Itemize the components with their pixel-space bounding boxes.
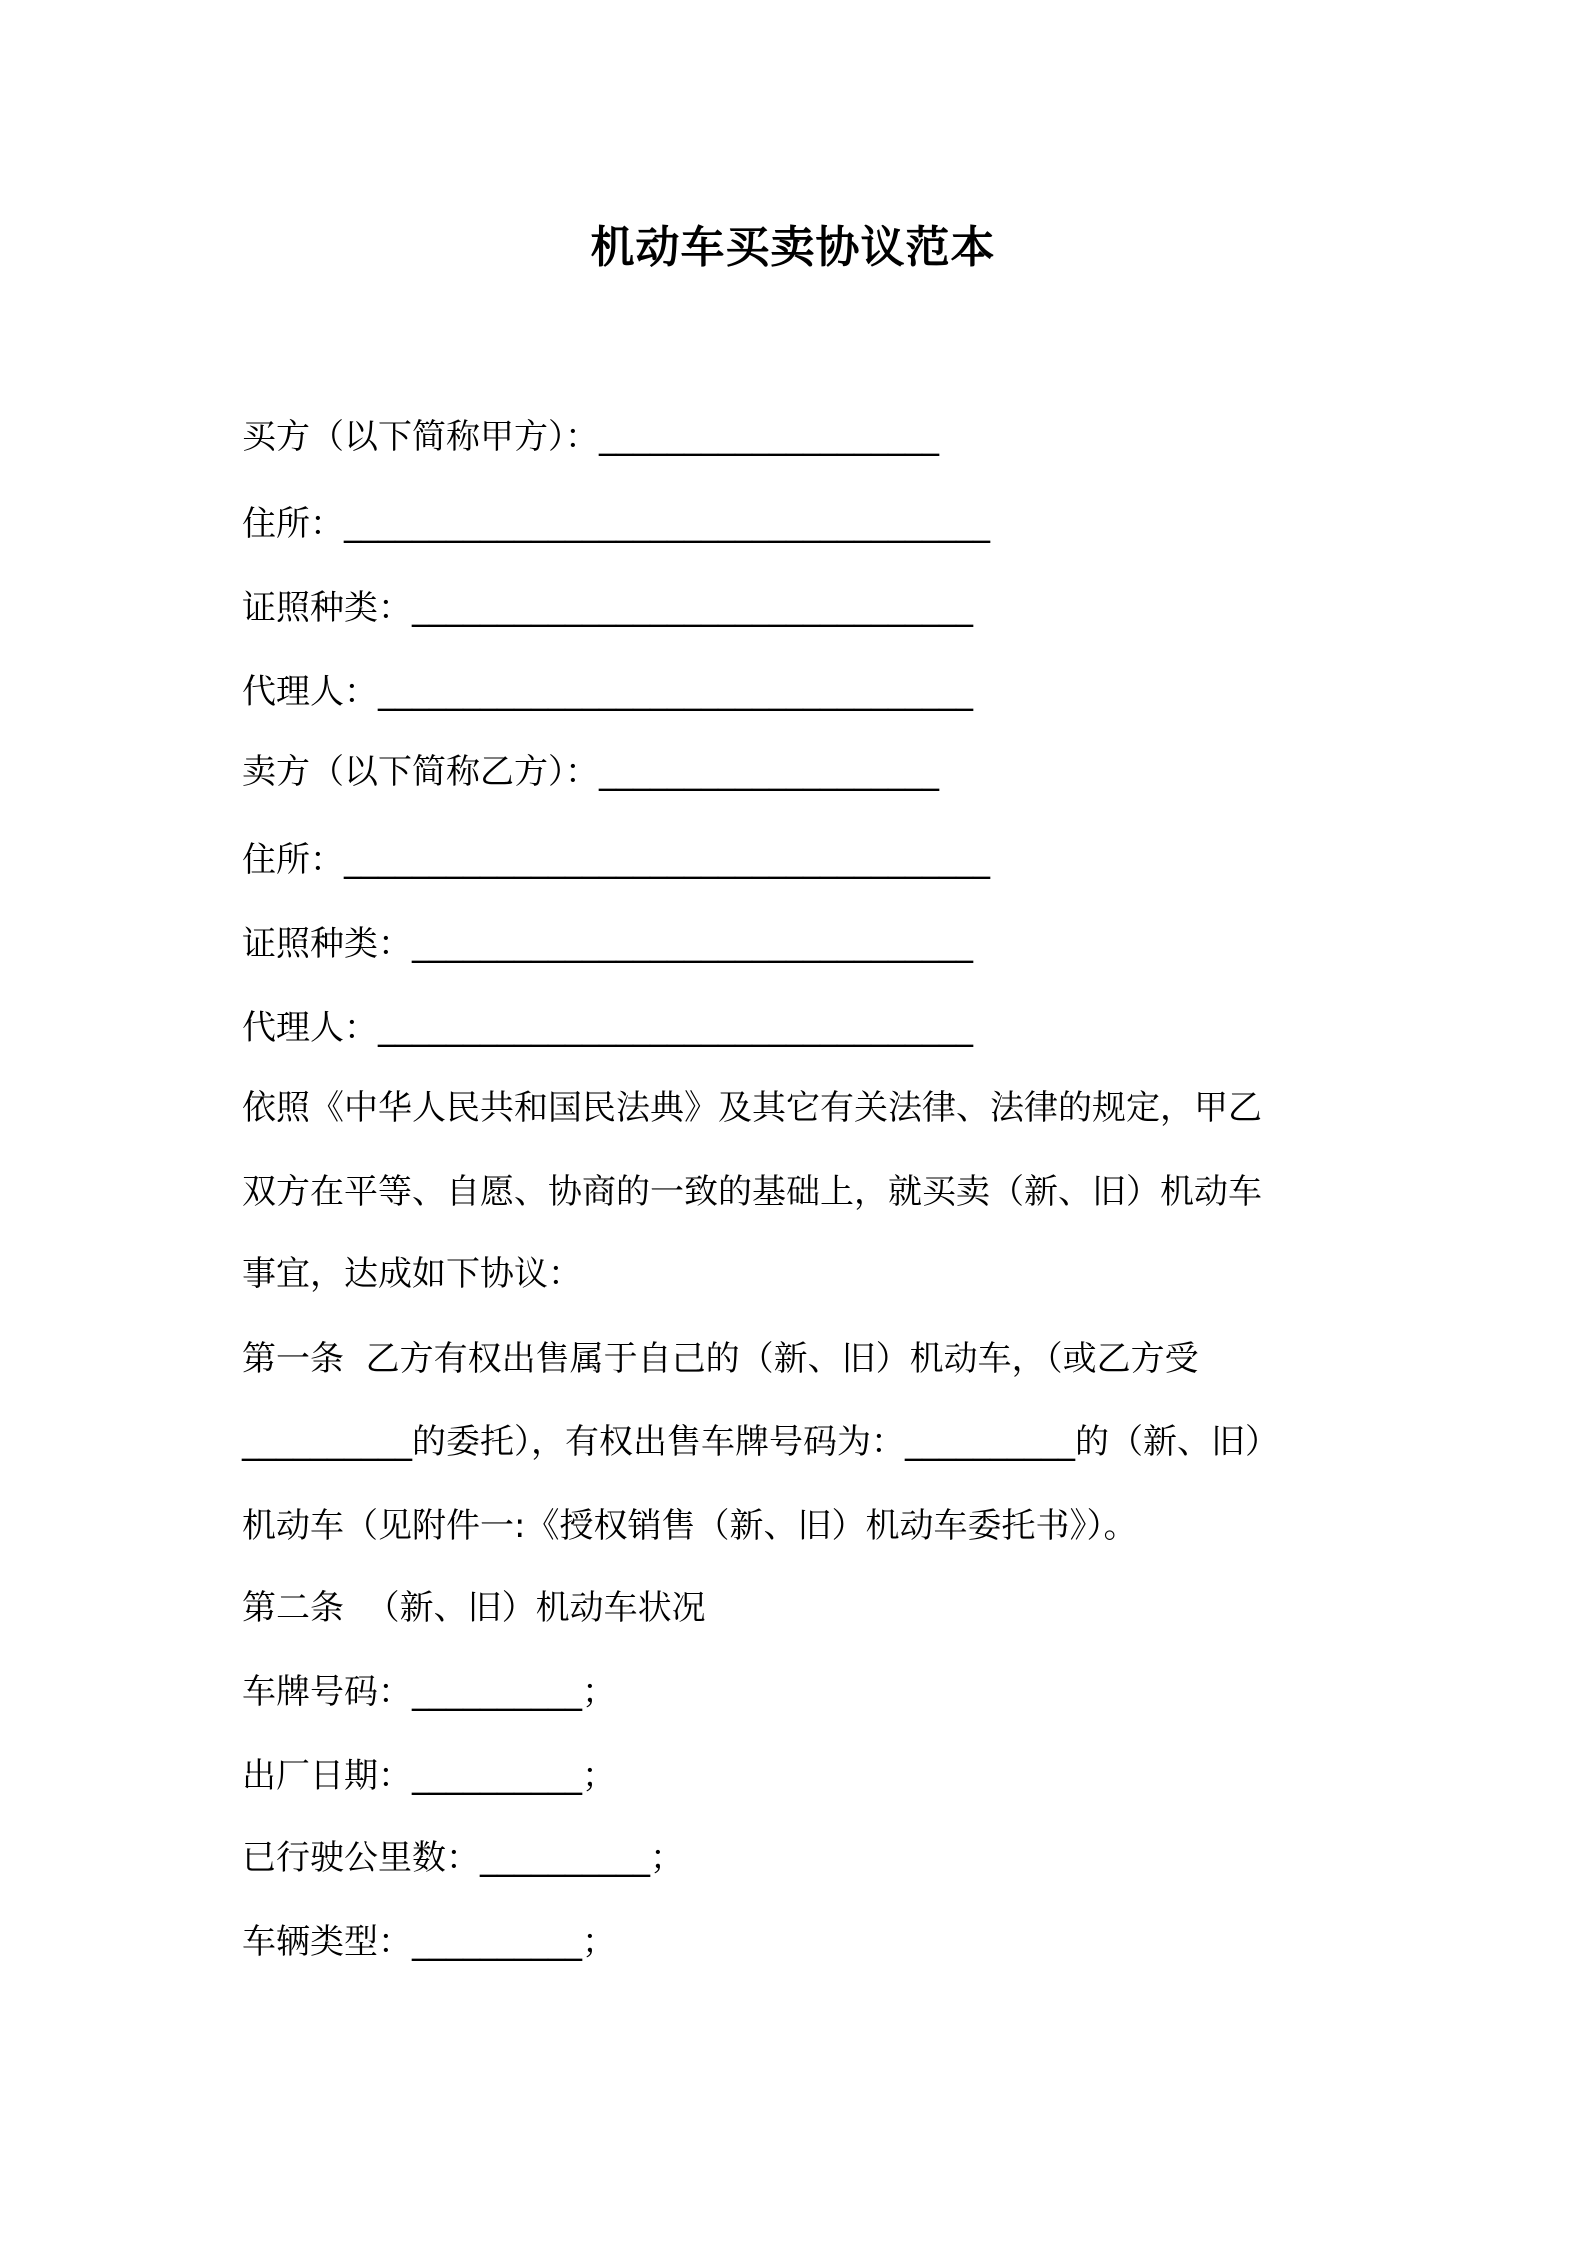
buyer-address-line: 住所：______________________________________ — [242, 504, 990, 544]
preamble-line-1: 依照《中华人民共和国民法典》及其它有关法律、法律的规定，甲乙 — [242, 1088, 1262, 1128]
article-one-line-2: __________的委托），有权出售车牌号码为：__________的（新、旧） — [242, 1422, 1279, 1462]
seller-address-line: 住所：______________________________________ — [242, 840, 990, 880]
mileage-line: 已行驶公里数：__________； — [242, 1838, 684, 1878]
buyer-license-type-line: 证照种类：_________________________________ — [242, 588, 973, 628]
manufacture-date-line: 出厂日期：__________； — [242, 1756, 616, 1796]
article-one-line-1: 第一条 乙方有权出售属于自己的（新、旧）机动车，（或乙方受 — [242, 1339, 1199, 1379]
buyer-agent-line: 代理人：___________________________________ — [242, 672, 973, 712]
seller-license-type-line: 证照种类：_________________________________ — [242, 924, 973, 964]
preamble-line-3: 事宜，达成如下协议： — [242, 1254, 582, 1294]
vehicle-type-line: 车辆类型：__________； — [242, 1922, 616, 1962]
seller-agent-line: 代理人：___________________________________ — [242, 1008, 973, 1048]
seller-name-line: 卖方（以下简称乙方）：____________________ — [242, 752, 939, 792]
article-one-line-3: 机动车（见附件一:《授权销售（新、旧）机动车委托书》）。 — [242, 1506, 1138, 1546]
preamble-line-2: 双方在平等、自愿、协商的一致的基础上，就买卖（新、旧）机动车 — [242, 1172, 1262, 1212]
document-title: 机动车买卖协议范本 — [590, 222, 996, 273]
buyer-name-line: 买方（以下简称甲方）：____________________ — [242, 417, 939, 457]
article-two-heading: 第二条 （新、旧）机动车状况 — [242, 1588, 706, 1628]
plate-number-line: 车牌号码：__________； — [242, 1672, 616, 1712]
